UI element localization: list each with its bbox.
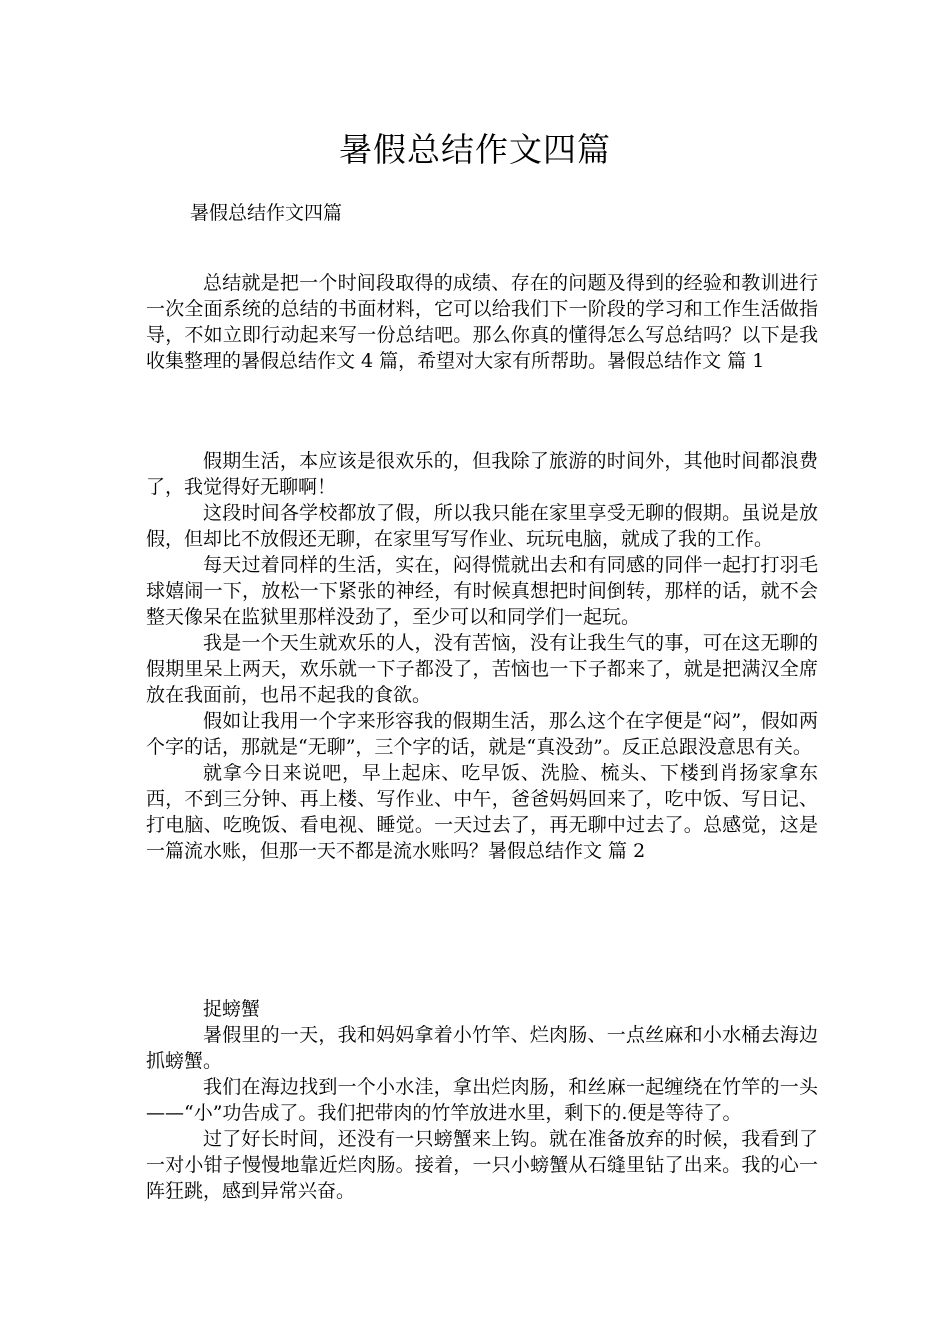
essay-2-paragraph: 暑假里的一天，我和妈妈拿着小竹竿、烂肉肠、一点丝麻和小水桶去海边抓螃蟹。 xyxy=(146,1024,818,1072)
essay-1-section xyxy=(146,448,818,864)
essay-2-section xyxy=(146,996,818,1204)
essay-2-paragraph: 我们在海边找到一个小水洼，拿出烂肉肠，和丝麻一起缠绕在竹竿的一头——“小”功告成了。我们把带肉的竹竿放进水里，剩下的.便是等待了。 xyxy=(146,1076,818,1124)
essay-1-paragraph: 我是一个天生就欢乐的人，没有苦恼，没有让我生气的事，可在这无聊的假期里呆上两天，欢乐就一下子都没了，苦恼也一下子都来了，就是把满汉全席放在我面前，也吊不起我的食欲。 xyxy=(146,632,818,706)
intro-section xyxy=(146,270,818,374)
essay-1-paragraph: 这段时间各学校都放了假，所以我只能在家里享受无聊的假期。虽说是放假，但却比不放假还无聊，在家里写写作业、玩玩电脑，就成了我的工作。 xyxy=(146,502,818,550)
essay-2-heading: 捉螃蟹 xyxy=(203,998,261,1020)
document-title: 暑假总结作文四篇 xyxy=(339,130,611,169)
essay-1-paragraph: 假如让我用一个字来形容我的假期生活，那么这个在字便是“闷”，假如两个字的话，那就是“无聊”，三个字的话，就是“真没劲”。反正总跟没意思有关。 xyxy=(146,710,818,758)
essay-1-paragraph: 每天过着同样的生活，实在，闷得慌就出去和有同感的同伴一起打打羽毛球嬉闹一下，放松一下紧张的神经，有时候真想把时间倒转，那样的话，就不会整天像呆在监狱里那样没劲了，至少可以和同学们一起玩。 xyxy=(146,554,818,628)
essay-1-paragraph: 就拿今日来说吧，早上起床、吃早饭、洗脸、梳头、下楼到肖扬家拿东西，不到三分钟、再上楼、写作业、中午，爸爸妈妈回来了，吃中饭、写日记、打电脑、吃晚饭、看电视、睡觉。一天过去了，再无聊中过去了。总感觉，这是一篇流水账，但那一天不都是流水账吗？暑假总结作文 篇 2 xyxy=(146,762,818,862)
document-subtitle: 暑假总结作文四篇 xyxy=(190,202,343,224)
essay-2-paragraph: 过了好长时间，还没有一只螃蟹来上钩。就在准备放弃的时候，我看到了一对小钳子慢慢地靠近烂肉肠。接着，一只小螃蟹从石缝里钻了出来。我的心一阵狂跳，感到异常兴奋。 xyxy=(146,1128,818,1202)
intro-paragraph: 总结就是把一个时间段取得的成绩、存在的问题及得到的经验和教训进行一次全面系统的总结的书面材料，它可以给我们下一阶段的学习和工作生活做指导，不如立即行动起来写一份总结吧。那么你真的懂得怎么写总结吗？以下是我收集整理的暑假总结作文 4 篇，希望对大家有所帮助。暑假总结作文 篇 1 xyxy=(146,272,818,372)
essay-1-paragraph: 假期生活，本应该是很欢乐的，但我除了旅游的时间外，其他时间都浪费了，我觉得好无聊啊！ xyxy=(146,450,818,498)
